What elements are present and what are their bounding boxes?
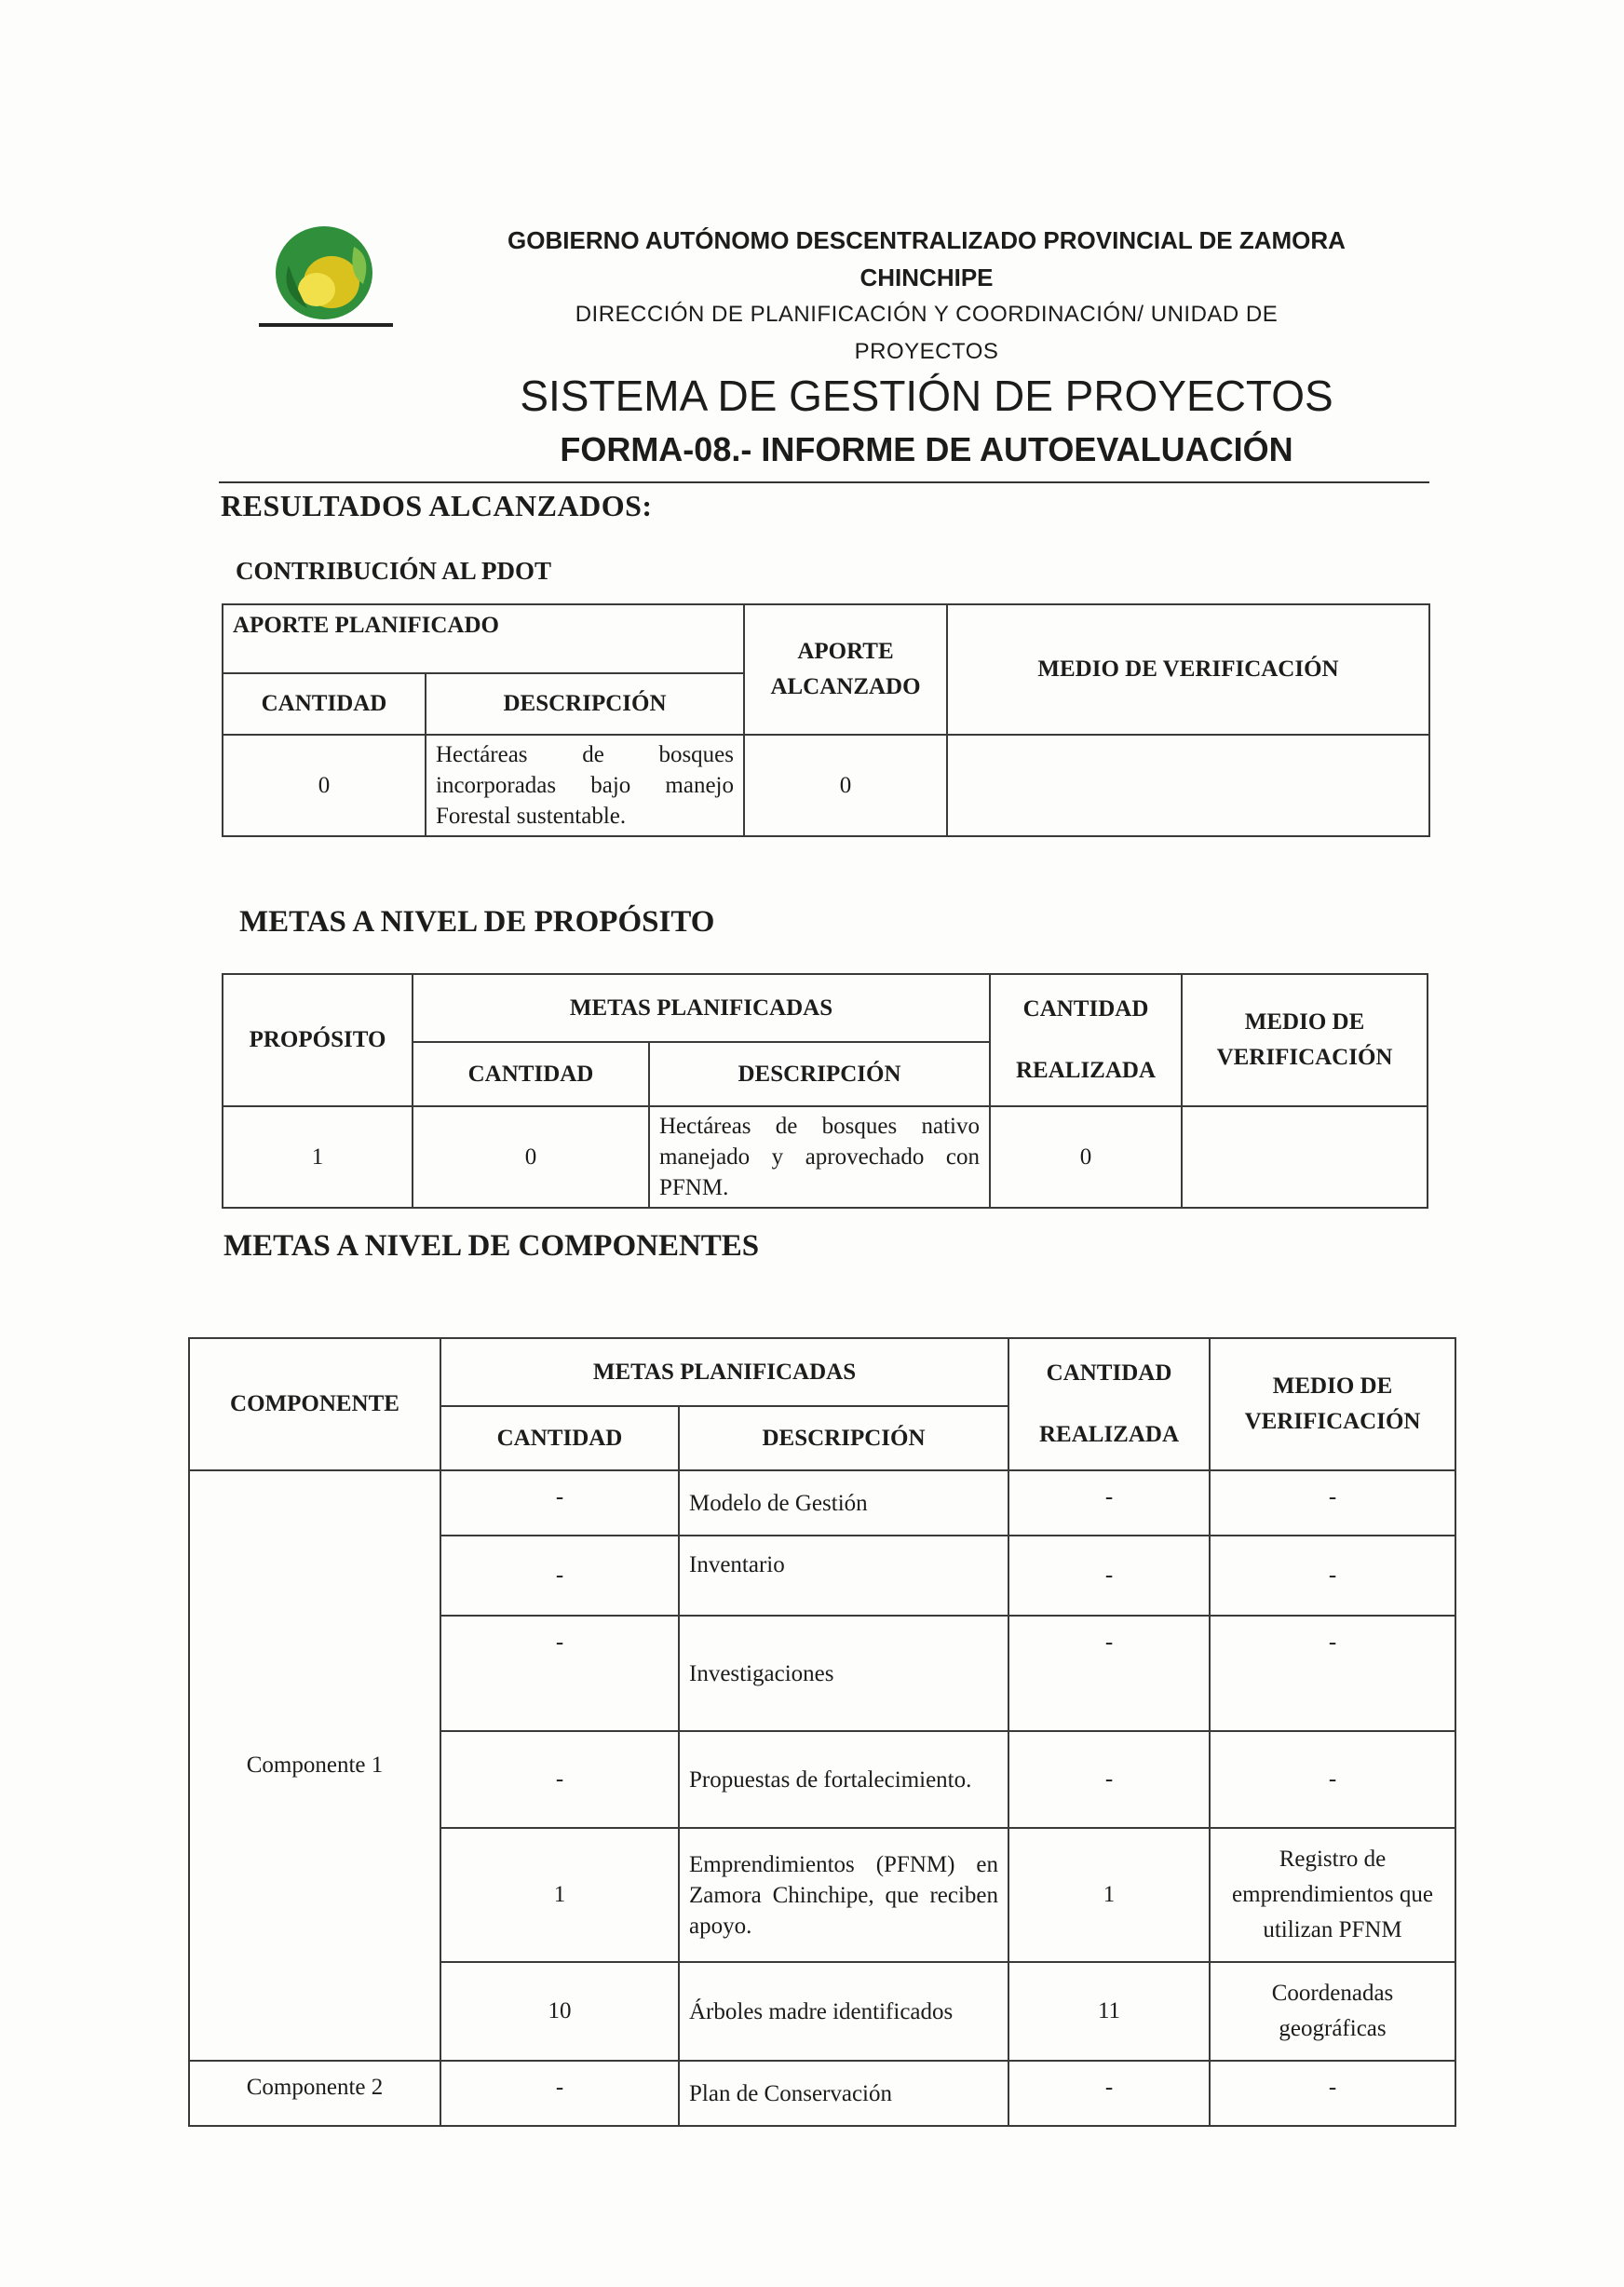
table-row [189,2061,1455,2126]
header-medio-verificacion [1182,974,1428,1106]
header-medio-verificacion [1210,1338,1455,1470]
section-pdot-title: CONTRIBUCIÓN AL PDOT [236,557,552,585]
row-cantidad-cell: 1 [440,1828,679,1962]
header-metas-planificadas: METAS PLANIFICADAS [440,1338,1008,1406]
header-aporte-planificado: APORTE PLANIFICADO [223,604,744,673]
header-componente: COMPONENTE [189,1338,440,1470]
header-cantidad-realizada-line2: REALIZADA [1039,1422,1180,1447]
row-cantidad-cell: - [440,1536,679,1616]
system-title: SISTEMA DE GESTIÓN DE PROYECTOS [520,372,1333,420]
form-title: FORMA-08.- INFORME DE AUTOEVALUACIÓN [560,430,1293,468]
pdot-descripcion-cell: Hectáreas de bosques incorporadas bajo manejo Forestal sustentable. [426,735,744,836]
header-medio-verificacion: MEDIO DE VERIFICACIÓN [947,604,1429,735]
row-descripcion-cell: Árboles madre identificados [679,1962,1008,2061]
section-componentes-title: METAS A NIVEL DE COMPONENTES [223,1229,760,1263]
proposito-cantidad-cell: 0 [413,1106,649,1208]
row-descripcion-cell: Inventario [679,1536,1008,1616]
header-aporte-alcanzado: APORTE ALCANZADO [744,604,947,735]
row-descripcion-cell: Propuestas de fortalecimiento. [679,1731,1008,1828]
row-realizada-cell: - [1008,1536,1210,1616]
header-medio-line2: VERIFICACIÓN [1244,1409,1421,1434]
header-cantidad: CANTIDAD [440,1406,679,1470]
header-cantidad-realizada [990,974,1182,1106]
proposito-descripcion-cell: Hectáreas de bosques nativo manejado y aprovechado con PFNM. [649,1106,990,1208]
proposito-medio-cell [1182,1106,1428,1208]
pdot-alcanzado-cell: 0 [744,735,947,836]
section-proposito-title: METAS A NIVEL DE PROPÓSITO [239,905,715,939]
header-descripcion: DESCRIPCIÓN [679,1406,1008,1470]
pdot-cantidad-cell: 0 [223,735,426,836]
pdot-medio-cell [947,735,1429,836]
row-realizada-cell: - [1008,2061,1210,2126]
row-cantidad-cell: - [440,1470,679,1536]
org-name-line1: GOBIERNO AUTÓNOMO DESCENTRALIZADO PROVINCIAL DE ZAMORA [508,226,1346,254]
table-row [189,1470,1455,1536]
proposito-realizada-cell: 0 [990,1106,1182,1208]
header-cantidad-realizada-line2: REALIZADA [1016,1058,1157,1083]
header-cantidad: CANTIDAD [223,673,426,735]
header-medio-line2: VERIFICACIÓN [1216,1045,1393,1070]
row-medio-cell: - [1210,1470,1455,1536]
row-realizada-cell: 1 [1008,1828,1210,1962]
row-medio-cell: Coordenadas geográficas [1210,1962,1455,2061]
header-proposito: PROPÓSITO [223,974,413,1106]
header-divider [219,481,1429,483]
header-cantidad-realizada [1008,1338,1210,1470]
row-cantidad-cell: - [440,1616,679,1731]
row-realizada-cell: - [1008,1470,1210,1536]
department-line1: DIRECCIÓN DE PLANIFICACIÓN Y COORDINACIÓN/ UNIDAD DE [575,302,1279,327]
row-medio-cell: - [1210,2061,1455,2126]
row-medio-cell: - [1210,1536,1455,1616]
header-cantidad: CANTIDAD [413,1042,649,1106]
row-descripcion-cell: Emprendimientos (PFNM) en Zamora Chinchipe, que reciben apoyo. [679,1828,1008,1962]
department-name [438,296,1415,371]
row-medio-cell: Registro de emprendimientos que utilizan PFNM [1210,1828,1455,1962]
header-descripcion: DESCRIPCIÓN [426,673,744,735]
componente-1-cell: Componente 1 [189,1470,440,2061]
org-name [438,222,1415,296]
row-realizada-cell: - [1008,1731,1210,1828]
section-results-title: RESULTADOS ALCANZADOS: [221,489,653,522]
department-line2: PROYECTOS [854,339,999,364]
org-name-line2: CHINCHIPE [859,264,994,291]
header-cantidad-realizada-line1: CANTIDAD [1046,1360,1172,1386]
row-cantidad-cell: 10 [440,1962,679,2061]
proposito-cell: 1 [223,1106,413,1208]
componente-2-cell: Componente 2 [189,2061,440,2126]
row-descripcion-cell: Modelo de Gestión [679,1470,1008,1536]
gad-logo [251,219,400,359]
row-medio-cell: - [1210,1616,1455,1731]
pdot-table [222,603,1430,837]
header-medio-line1: MEDIO DE [1272,1374,1393,1399]
gad-logo-graphic [251,219,400,359]
proposito-table [222,973,1428,1209]
row-realizada-cell: - [1008,1616,1210,1731]
row-medio-cell: - [1210,1731,1455,1828]
row-cantidad-cell: - [440,1731,679,1828]
row-descripcion-cell: Plan de Conservación [679,2061,1008,2126]
header-metas-planificadas: METAS PLANIFICADAS [413,974,990,1042]
header-medio-line1: MEDIO DE [1244,1009,1365,1035]
componentes-table [188,1337,1456,2127]
row-realizada-cell: 11 [1008,1962,1210,2061]
row-cantidad-cell: - [440,2061,679,2126]
header-descripcion: DESCRIPCIÓN [649,1042,990,1106]
row-descripcion-cell: Investigaciones [679,1616,1008,1731]
header-cantidad-realizada-line1: CANTIDAD [1022,996,1149,1022]
